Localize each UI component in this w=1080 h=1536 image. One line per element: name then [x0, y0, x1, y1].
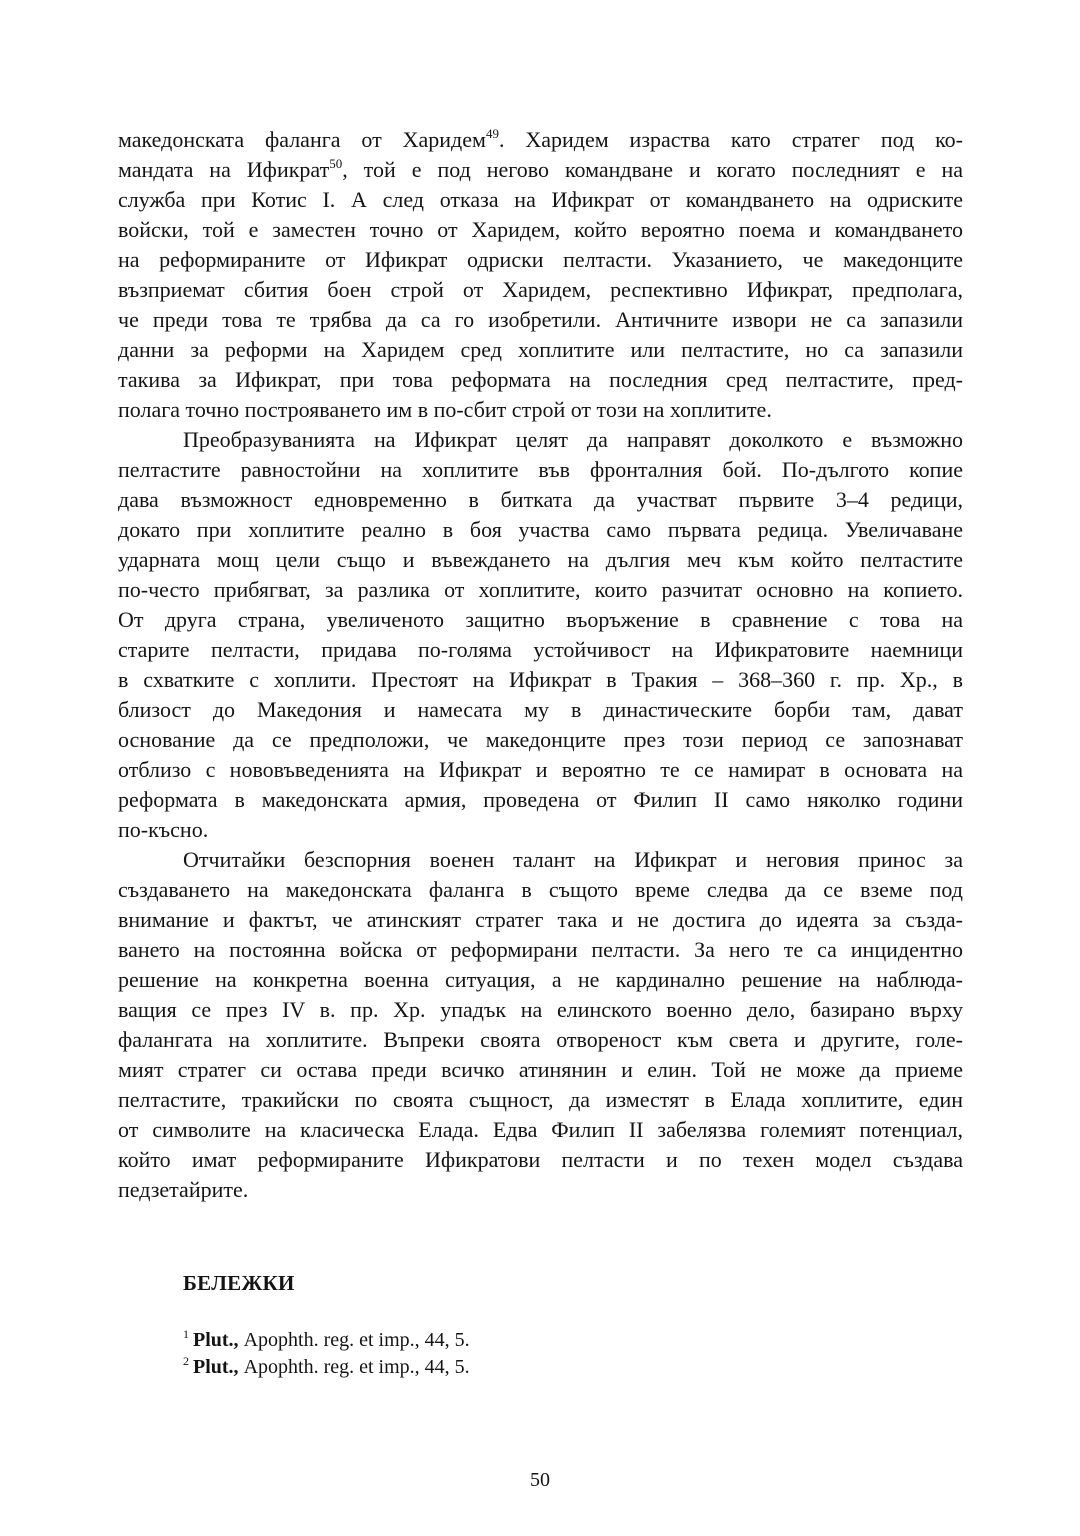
- footnote-ref: 49: [485, 126, 499, 141]
- text-line: полага точно построяването им в по-сбит строй от този на хоплитите.: [118, 397, 772, 422]
- text-line: войски, той е заместен точно от Харидем, който вероятно поема и командването: [118, 217, 963, 242]
- text-line: докато при хоплитите реално в боя участва само първата редица. Увеличаване: [118, 517, 963, 542]
- text-segment: македонската фаланга от Харидем: [118, 127, 486, 152]
- text-line: по-често прибягват, за разлика от хоплитите, които разчитат основно на копието.: [118, 577, 963, 602]
- text-line: възприемат сбития боен строй от Харидем, респективно Ификрат, предполага,: [118, 277, 963, 302]
- note-reference: Apophth. reg. et imp., 44, 5.: [243, 1329, 470, 1351]
- text-line: От друга страна, увеличеното защитно въоръжение в сравнение с това на: [118, 607, 963, 632]
- text-segment: . Харидем израства като стратег под ко-: [498, 127, 963, 152]
- text-line: създаването на македонската фаланга в същото време следва да се вземе под: [118, 877, 963, 902]
- text-line: от символите на класическа Елада. Едва Филип II забелязва големият потенциал,: [118, 1117, 963, 1142]
- text-line: ването на постоянна войска от реформирани пелтасти. За него те са инцидентно: [118, 937, 963, 962]
- text-line: по-късно.: [118, 817, 209, 842]
- text-line: че преди това те трябва да са го изобретили. Античните извори не са запазили: [118, 307, 963, 332]
- text-line: дава възможност едновременно в битката да участват първите 3–4 редици,: [118, 487, 963, 512]
- note-author: Plut.,: [193, 1356, 239, 1378]
- text-line: служба при Котис I. А след отказа на Ификрат от командването на одриските: [118, 187, 963, 212]
- text-segment: мандата на Ификрат: [118, 157, 330, 182]
- note-item: [183, 1327, 470, 1354]
- main-text: [118, 125, 963, 1205]
- note-author: Plut.,: [193, 1329, 239, 1351]
- text-line: мият стратег си остава преди всичко атинянин и елин. Той не може да приеме: [118, 1057, 963, 1082]
- text-line: ващия се през IV в. пр. Хр. упадък на елинското военно дело, базирано върху: [118, 997, 963, 1022]
- paragraph-2: [118, 425, 963, 845]
- text-line: внимание и фактът, че атинският стратег така и не достига до идеята за създа-: [118, 907, 963, 932]
- paragraph-1: [118, 125, 963, 425]
- text-line: в схватките с хоплити. Престоят на Ификрат в Тракия – 368–360 г. пр. Хр., в: [118, 667, 963, 692]
- text-line: [118, 155, 963, 185]
- text-line: ударната мощ цели също и въвеждането на дългия меч към който пелтастите: [118, 547, 963, 572]
- text-line: данни за реформи на Харидем сред хоплитите или пелтастите, но са запазили: [118, 337, 963, 362]
- text-line: отблизо с нововъведенията на Ификрат и вероятно те се намират в основата на: [118, 757, 963, 782]
- text-line: реформата в македонската армия, проведена от Филип II само няколко години: [118, 787, 963, 812]
- text-line: Отчитайки безспорния военен талант на Ификрат и неговия принос за: [183, 847, 963, 872]
- notes-heading: БЕЛЕЖКИ: [183, 1271, 295, 1295]
- text-line: Преобразуванията на Ификрат целят да направят доколкото е възможно: [183, 427, 963, 452]
- notes-list: [183, 1327, 470, 1381]
- footnote-ref: 50: [329, 156, 343, 171]
- text-line: [118, 125, 963, 155]
- text-line: на реформираните от Ификрат одриски пелтасти. Указанието, че македонците: [118, 247, 963, 272]
- text-line: решение на конкретна военна ситуация, а не кардинално решение на наблюда-: [118, 967, 963, 992]
- text-line: педзетайрите.: [118, 1177, 249, 1202]
- note-number: 1: [183, 1327, 189, 1341]
- note-number: 2: [183, 1354, 189, 1368]
- text-line: който имат реформираните Ификратови пелтасти и по техен модел създава: [118, 1147, 963, 1172]
- page-number: 50: [530, 1469, 550, 1491]
- text-segment: , той е под негово командване и когато последният е на: [342, 157, 963, 182]
- text-line: фалангата на хоплитите. Въпреки своята отвореност към света и другите, голе-: [118, 1027, 963, 1052]
- text-line: основание да се предположи, че македонците през този период се запознават: [118, 727, 963, 752]
- note-reference: Apophth. reg. et imp., 44, 5.: [243, 1356, 470, 1378]
- note-item: [183, 1354, 470, 1381]
- text-line: пелтастите, тракийски по своята същност, да изместят в Елада хоплитите, един: [118, 1087, 963, 1112]
- text-line: такива за Ификрат, при това реформата на последния сред пелтастите, пред-: [118, 367, 963, 392]
- text-line: пелтастите равностойни на хоплитите във фронталния бой. По-дългото копие: [118, 457, 963, 482]
- paragraph-3: [118, 845, 963, 1205]
- text-line: старите пелтасти, придава по-голяма устойчивост на Ификратовите наемници: [118, 637, 963, 662]
- text-line: близост до Македония и намесата му в династическите борби там, дават: [118, 697, 963, 722]
